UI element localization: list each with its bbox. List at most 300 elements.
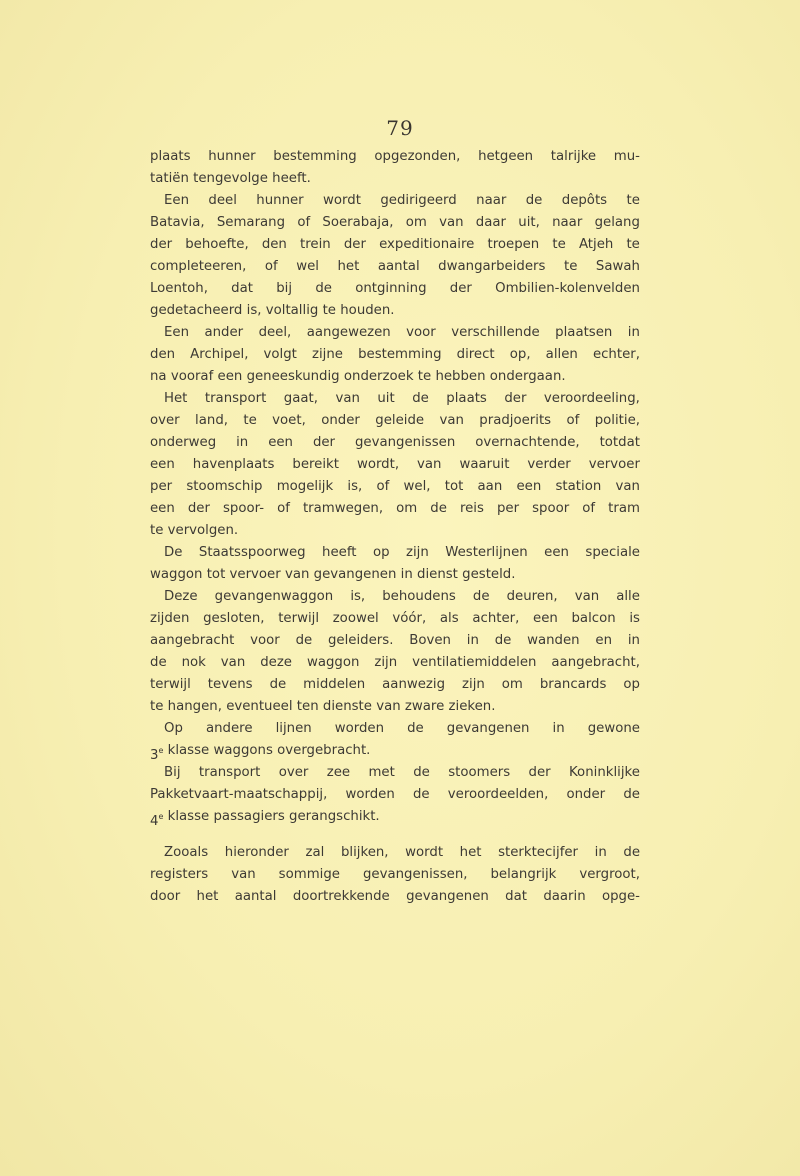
word: plaats [150, 149, 191, 164]
text-line [150, 806, 640, 828]
word: speciale [585, 545, 640, 560]
word: heeft. [272, 171, 311, 186]
text-line [150, 608, 640, 630]
word: in [627, 633, 640, 648]
word: allen [545, 347, 578, 362]
word: veroordeeling, [543, 391, 640, 406]
word: een [544, 545, 569, 560]
word: wanden [527, 633, 580, 648]
word: achter, [472, 611, 520, 626]
word: hieronder [224, 845, 289, 860]
word: lijnen [275, 721, 312, 736]
word: van [335, 391, 360, 406]
word: overnachtende, [475, 435, 580, 450]
word: uit, [518, 215, 540, 230]
word: hunner [256, 193, 304, 208]
word: Soerabaja, [322, 215, 394, 230]
word: te [552, 237, 566, 252]
text-line [150, 864, 640, 886]
word: uit [377, 391, 395, 406]
word: tengevolge [193, 171, 268, 186]
word: de [150, 655, 167, 670]
page-number: 79 [386, 116, 414, 140]
text-line [150, 410, 640, 432]
word: zware [404, 699, 445, 714]
word: in [627, 325, 640, 340]
word: sommige [278, 867, 340, 882]
text-line [150, 476, 640, 498]
word: overgebracht. [277, 743, 371, 758]
word: zijne [312, 347, 343, 362]
word: Pakketvaart-maatschappij, [150, 787, 328, 802]
word: naar [552, 215, 583, 230]
word: havenplaats [192, 457, 275, 472]
word: der [528, 765, 551, 780]
word: door [150, 889, 181, 904]
word: bereikt [292, 457, 339, 472]
word: gevangenissen [354, 435, 456, 450]
text-line [150, 190, 640, 212]
word: klasse [167, 809, 210, 824]
word: zal [305, 845, 325, 860]
word: talrijke [550, 149, 597, 164]
word: het [196, 889, 219, 904]
word: den [261, 237, 287, 252]
word: totdat [599, 435, 640, 450]
word: bestemming [358, 347, 442, 362]
word: per [496, 501, 520, 516]
text-line [150, 784, 640, 806]
word: completeeren, [150, 259, 247, 274]
word: plaats [446, 391, 487, 406]
word: voet, [272, 413, 306, 428]
word: het [459, 845, 482, 860]
word: van [231, 867, 256, 882]
word: gedirigeerd [380, 193, 457, 208]
word: verder [527, 457, 571, 472]
word: is, [347, 479, 363, 494]
word: een [150, 457, 175, 472]
word: van [417, 457, 442, 472]
word: alle [616, 589, 640, 604]
word: belangrijk [490, 867, 557, 882]
word: brancards [539, 677, 607, 692]
word: wel [296, 259, 319, 274]
word: een [217, 369, 243, 384]
word: onder [566, 787, 606, 802]
word: om [501, 677, 523, 692]
text-line [150, 432, 640, 454]
word: waggons [213, 743, 273, 758]
word: op [372, 545, 390, 560]
word: bestemming [273, 149, 357, 164]
word: andere [205, 721, 253, 736]
word: van [615, 479, 640, 494]
text-line [150, 564, 640, 586]
word: te [417, 369, 432, 384]
word: de [623, 845, 640, 860]
word: de [525, 193, 543, 208]
word: waggon [306, 655, 360, 670]
word: balcon [571, 611, 616, 626]
word: der [187, 501, 210, 516]
word: gewone [587, 721, 640, 736]
word: Op [164, 721, 183, 736]
word: van [574, 589, 600, 604]
word: of [582, 501, 596, 516]
word: deel, [258, 325, 292, 340]
word: aantal [234, 889, 277, 904]
word: middelen [303, 677, 366, 692]
word: van [376, 699, 401, 714]
word: is [629, 611, 640, 626]
word: expeditionaire [379, 237, 475, 252]
word: vervoer [229, 567, 281, 582]
word: spoor- [222, 501, 265, 516]
word: een [150, 501, 175, 516]
word: De [164, 545, 183, 560]
word: gevangenen [406, 889, 489, 904]
word: onderweg [150, 435, 217, 450]
paragraph [150, 190, 640, 322]
word: behoefte, [185, 237, 249, 252]
word: dat [231, 281, 253, 296]
word: aantal [377, 259, 420, 274]
word: tot [206, 567, 226, 582]
word: 4e [150, 812, 164, 829]
body-text [150, 146, 640, 908]
word: trein [300, 237, 331, 252]
word: in [400, 567, 413, 582]
word: heeft [322, 545, 357, 560]
word: hangen, [167, 699, 222, 714]
word: tatiën [150, 171, 189, 186]
paragraph [150, 322, 640, 388]
word: onder [321, 413, 360, 428]
word: volgt [263, 347, 297, 362]
word: daarin [543, 889, 586, 904]
word: Het [164, 391, 188, 406]
text-line [150, 256, 640, 278]
word: de [295, 633, 313, 648]
word: zijn [405, 545, 429, 560]
text-line [150, 842, 640, 864]
word: klasse [167, 743, 210, 758]
word: vervoer [588, 457, 640, 472]
word: Een [164, 325, 190, 340]
word: vergroot, [579, 867, 640, 882]
word: Semarang [216, 215, 286, 230]
word: in [466, 633, 479, 648]
text-line [150, 674, 640, 696]
word: opge- [601, 889, 640, 904]
word: de [315, 281, 332, 296]
text-line [150, 278, 640, 300]
word: Koninklijke [569, 765, 640, 780]
word: tot [444, 479, 464, 494]
word: deze [260, 655, 292, 670]
word: is, [350, 589, 366, 604]
word: te [150, 523, 164, 538]
word: in [594, 845, 607, 860]
word: der [504, 391, 527, 406]
word: dwangarbeiders [438, 259, 546, 274]
word: wordt [405, 845, 444, 860]
word: gerangschikt. [289, 809, 380, 824]
text-line [150, 630, 640, 652]
word: Staatsspoorweg [198, 545, 306, 560]
paragraph [150, 586, 640, 718]
word: of [566, 413, 580, 428]
word: terwijl [278, 611, 320, 626]
word: tramwegen, [302, 501, 384, 516]
word: troepen [487, 237, 540, 252]
word: van [284, 567, 310, 582]
word: is, [246, 303, 262, 318]
word: der [343, 237, 366, 252]
paragraph [150, 718, 640, 762]
word: een [516, 479, 542, 494]
word: of [297, 215, 311, 230]
word: stoomers [448, 765, 511, 780]
word: Archipel, [190, 347, 249, 362]
word: terwijl [150, 677, 191, 692]
paragraph [150, 388, 640, 542]
text-line [150, 234, 640, 256]
word: deel [208, 193, 237, 208]
word: der [449, 281, 472, 296]
text-line [150, 586, 640, 608]
word: een [533, 611, 558, 626]
paragraph [150, 842, 640, 908]
word: ontginning [355, 281, 427, 296]
word: gesloten, [203, 611, 265, 626]
word: gevangenen [313, 567, 397, 582]
word: Atjeh [578, 237, 614, 252]
word: den [150, 347, 176, 362]
word: gedetacheerd [150, 303, 243, 318]
word: te [563, 259, 578, 274]
word: ten [296, 699, 319, 714]
word: en [595, 633, 613, 648]
word: de [413, 765, 430, 780]
word: het [337, 259, 360, 274]
word: sterktecijfer [498, 845, 579, 860]
word: worden [334, 721, 385, 736]
word: mogelijk [276, 479, 334, 494]
word: te [322, 303, 336, 318]
word: plaatsen [555, 325, 613, 340]
word: gelang [594, 215, 640, 230]
text-line [150, 168, 640, 190]
word: politie, [594, 413, 640, 428]
word: op, [509, 347, 531, 362]
word: passagiers [213, 809, 285, 824]
word: als [439, 611, 459, 626]
text-line [150, 696, 640, 718]
text-line [150, 388, 640, 410]
word: Sawah [595, 259, 640, 274]
word: Bij [164, 765, 181, 780]
word: in [236, 435, 249, 450]
word: gevangenwaggon [214, 589, 334, 604]
word: depôts [561, 193, 608, 208]
word: stoomschip [186, 479, 263, 494]
text-line [150, 886, 640, 908]
word: transport [198, 765, 261, 780]
word: gaat, [283, 391, 318, 406]
word: echter, [592, 347, 640, 362]
word: direct [456, 347, 495, 362]
word: onderzoek [343, 369, 414, 384]
word: om [396, 501, 418, 516]
word: in [552, 721, 565, 736]
word: ander [204, 325, 244, 340]
word: deuren, [506, 589, 558, 604]
word: Zooals [164, 845, 209, 860]
word: zijn [462, 677, 485, 692]
word: waaruit [459, 457, 510, 472]
word: aangewezen [306, 325, 391, 340]
word: dienste [322, 699, 372, 714]
word: zieken. [448, 699, 496, 714]
word: voor [250, 633, 280, 648]
word: tram [608, 501, 640, 516]
word: vóór, [392, 611, 427, 626]
word: nok [181, 655, 206, 670]
text-line [150, 762, 640, 784]
text-line [150, 322, 640, 344]
word: de [494, 633, 512, 648]
word: transport [204, 391, 267, 406]
word: Batavia, [150, 215, 205, 230]
word: vooraf [170, 369, 214, 384]
paragraph [150, 762, 640, 828]
word: hunner [208, 149, 256, 164]
word: aan [477, 479, 503, 494]
word: verschillende [451, 325, 540, 340]
word: Een [164, 193, 190, 208]
word: gevangenissen, [362, 867, 468, 882]
word: te [243, 413, 257, 428]
word: hebben [435, 369, 486, 384]
word: de [407, 721, 424, 736]
text-line [150, 300, 640, 322]
word: mu- [613, 149, 640, 164]
word: zijden [150, 611, 190, 626]
word: te [626, 193, 640, 208]
word: van [439, 215, 464, 230]
word: de [412, 391, 429, 406]
word: eventueel [226, 699, 293, 714]
word: opgezonden, [374, 149, 461, 164]
word: waggon [150, 567, 203, 582]
word: reis [459, 501, 484, 516]
word: met [368, 765, 395, 780]
word: veroordeelden, [447, 787, 549, 802]
word: de [623, 787, 640, 802]
text-line [150, 740, 640, 762]
text-line [150, 520, 640, 542]
word: registers [150, 867, 209, 882]
word: houden. [340, 303, 395, 318]
word: Boven [409, 633, 451, 648]
word: Loentoh, [150, 281, 208, 296]
text-line [150, 212, 640, 234]
text-line [150, 498, 640, 520]
text-line [150, 366, 640, 388]
word: of [376, 479, 390, 494]
word: geneeskundig [246, 369, 340, 384]
word: vervolgen. [167, 523, 239, 538]
word: Ombilien-kolenvelden [495, 281, 640, 296]
text-line [150, 652, 640, 674]
word: van [220, 655, 246, 670]
word: gevangenen [446, 721, 530, 736]
word: Deze [164, 589, 198, 604]
word: doortrekkende [292, 889, 390, 904]
word: spoor [532, 501, 570, 516]
word: wordt [323, 193, 361, 208]
word: ondergaan. [489, 369, 566, 384]
word: blijken, [340, 845, 389, 860]
word: land, [195, 413, 228, 428]
word: zee [326, 765, 351, 780]
word: voor [406, 325, 436, 340]
word: naar [476, 193, 507, 208]
text-line [150, 454, 640, 476]
word: om [405, 215, 427, 230]
text-line [150, 146, 640, 168]
word: der [150, 237, 173, 252]
word: zoowel [332, 611, 379, 626]
paragraph-gap [150, 828, 640, 842]
word: voltallig [265, 303, 319, 318]
word: zijn [374, 655, 398, 670]
word: over [150, 413, 180, 428]
word: de [472, 589, 490, 604]
word: geleiders. [327, 633, 394, 648]
word: aanwezig [382, 677, 446, 692]
text-line [150, 718, 640, 740]
word: der [312, 435, 336, 450]
paragraph [150, 542, 640, 586]
word: te [150, 699, 164, 714]
paragraph [150, 146, 640, 190]
word: hetgeen [478, 149, 534, 164]
word: bij [276, 281, 293, 296]
word: na [150, 369, 167, 384]
word: gesteld. [462, 567, 516, 582]
word: Westerlijnen [445, 545, 528, 560]
word: tevens [207, 677, 253, 692]
word: station [555, 479, 602, 494]
word: 3e [150, 746, 164, 763]
word: wordt, [356, 457, 400, 472]
word: dienst [417, 567, 458, 582]
word: behoudens [382, 589, 456, 604]
word: pradjoerits [479, 413, 552, 428]
word: dat [505, 889, 527, 904]
text-line [150, 542, 640, 564]
word: op [623, 677, 640, 692]
word: over [278, 765, 309, 780]
word: de [269, 677, 287, 692]
word: of [277, 501, 290, 516]
word: aangebracht, [551, 655, 640, 670]
word: een [268, 435, 293, 450]
word: te [626, 237, 640, 252]
